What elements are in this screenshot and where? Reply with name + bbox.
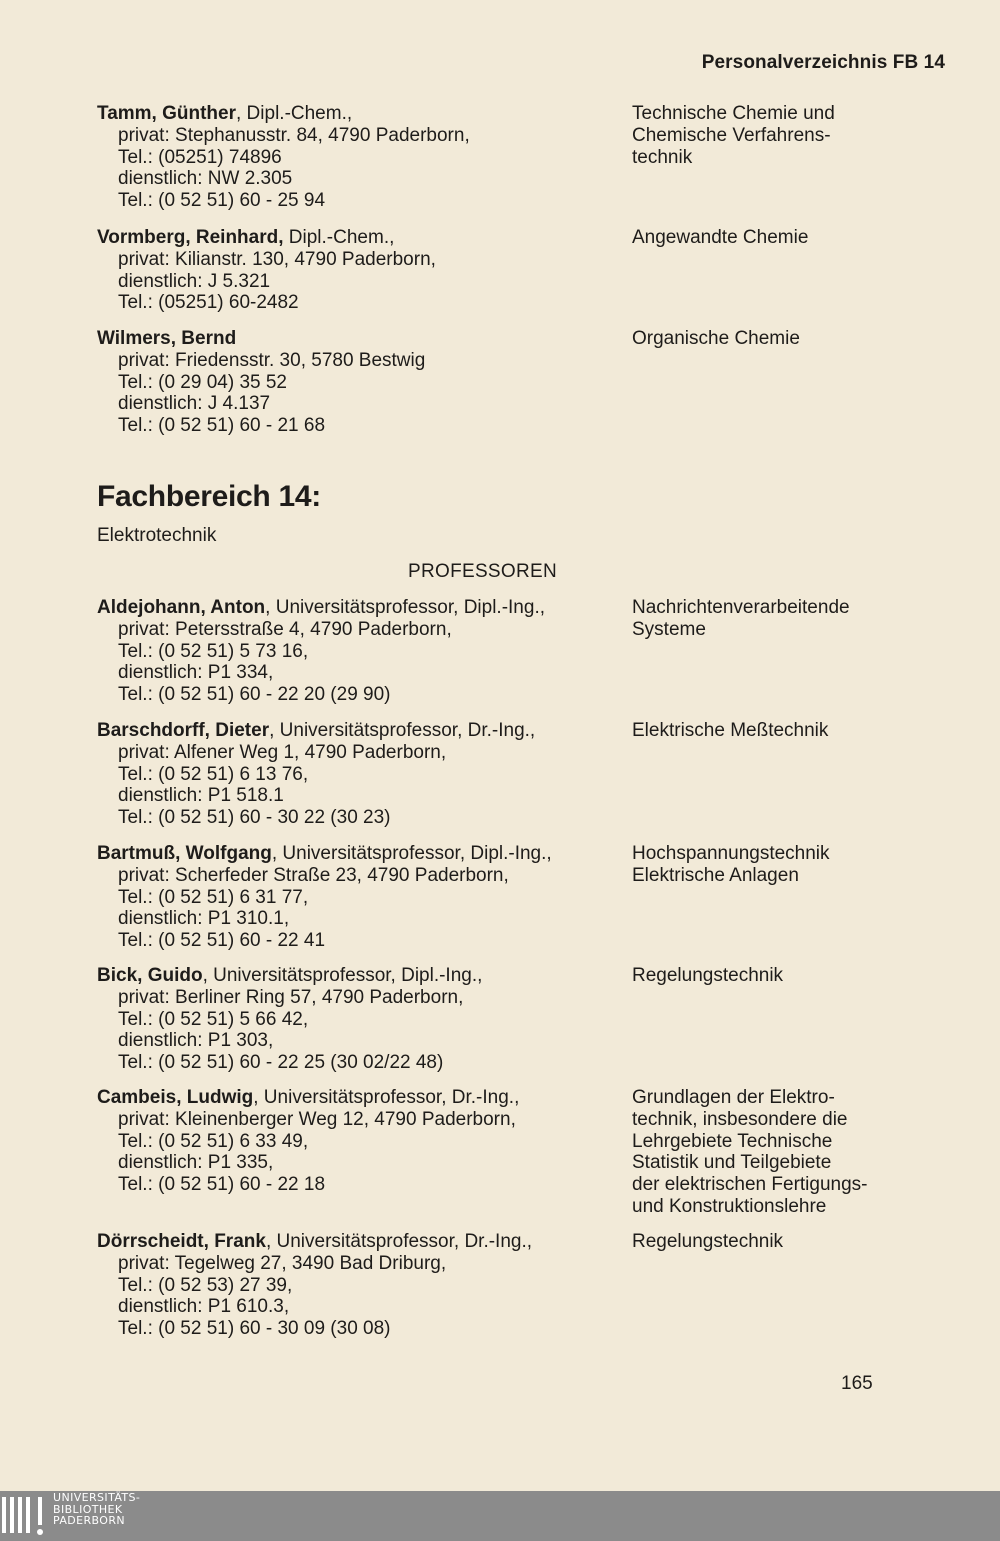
contact-line: privat: Tegelweg 27, 3490 Bad Driburg,	[118, 1252, 447, 1274]
library-name	[53, 1492, 140, 1527]
contact-line: dienstlich: NW 2.305	[118, 168, 293, 190]
person-title: , Universitätsprofessor, Dipl.-Ing.,	[271, 843, 552, 864]
person-title: , Universitätsprofessor, Dr.-Ing.,	[265, 1231, 533, 1252]
library-name-line: UNIVERSITÄTS-	[53, 1491, 141, 1504]
contact-line: Tel.: (0 52 51) 6 13 76,	[118, 763, 309, 785]
contact-line: Tel.: (0 52 51) 60 - 22 20 (29 90)	[118, 684, 391, 706]
field-line: und Konstruktionslehre	[632, 1195, 827, 1217]
field-line: Statistik und Teilgebiete	[632, 1152, 832, 1174]
person-title: , Universitätsprofessor, Dipl.-Ing.,	[265, 597, 545, 618]
contact-line: Tel.: (0 52 51) 60 - 30 09 (30 08)	[118, 1318, 391, 1340]
person-name: Barschdorff, Dieter	[97, 720, 270, 741]
field-line: Technische Chemie und	[632, 103, 835, 124]
contact-line: privat: Berliner Ring 57, 4790 Paderborn,	[118, 986, 464, 1008]
field-line: Organische Chemie	[632, 328, 800, 349]
contact-line: privat: Friedensstr. 30, 5780 Bestwig	[118, 349, 426, 371]
field-line: Nachrichtenverarbeitende	[632, 597, 850, 618]
field-line: Systeme	[632, 618, 706, 640]
contact-line: Tel.: (05251) 60-2482	[118, 292, 299, 314]
contact-line: dienstlich: P1 310.1,	[118, 908, 290, 930]
field-line: Angewandte Chemie	[632, 227, 809, 248]
field-line: der elektrischen Fertigungs-	[632, 1174, 868, 1196]
field-line: technik	[632, 146, 693, 168]
contact-line: Tel.: (0 52 51) 60 - 22 18	[118, 1174, 326, 1196]
person-name: Bick, Guido	[97, 965, 203, 986]
field-line: Regelungstechnik	[632, 965, 784, 986]
person-name: Aldejohann, Anton	[97, 597, 266, 618]
person-name: Bartmuß, Wolfgang	[97, 843, 272, 864]
contact-line: privat: Alfener Weg 1, 4790 Paderborn,	[118, 741, 447, 763]
contact-line: Tel.: (0 52 51) 60 - 21 68	[118, 415, 326, 437]
contact-line: privat: Kleinenberger Weg 12, 4790 Paderborn,	[118, 1108, 516, 1130]
contact-line: Tel.: (0 52 51) 60 - 22 41	[118, 930, 326, 952]
person-name: Wilmers, Bernd	[97, 328, 237, 349]
field-line: Hochspannungstechnik	[632, 843, 830, 864]
contact-line: dienstlich: P1 518.1	[118, 785, 284, 807]
contact-line: Tel.: (0 52 51) 60 - 22 25 (30 02/22 48)	[118, 1052, 444, 1074]
logo-dot-icon	[37, 1529, 43, 1535]
person-title: , Universitätsprofessor, Dipl.-Ing.,	[202, 965, 483, 986]
contact-line: dienstlich: P1 610.3,	[118, 1296, 290, 1318]
contact-line: dienstlich: J 5.321	[118, 270, 271, 292]
contact-line: Tel.: (0 52 51) 5 66 42,	[118, 1008, 309, 1030]
field-line: Elektrische Anlagen	[632, 864, 799, 886]
page-number: 165	[841, 1373, 873, 1394]
contact-line: dienstlich: P1 303,	[118, 1030, 274, 1052]
person-name: Tamm, Günther	[97, 103, 236, 124]
library-footer-bar	[0, 1491, 1000, 1541]
contact-line: Tel.: (0 52 51) 5 73 16,	[118, 640, 309, 662]
contact-line: Tel.: (0 52 51) 6 33 49,	[118, 1130, 309, 1152]
contact-line: Tel.: (0 52 53) 27 39,	[118, 1274, 293, 1296]
person-title: , Universitätsprofessor, Dr.-Ing.,	[253, 1087, 520, 1108]
field-line: technik, insbesondere die	[632, 1108, 848, 1130]
library-name-line: BIBLIOTHEK	[53, 1502, 123, 1516]
contact-line: Tel.: (0 52 51) 60 - 30 22 (30 23)	[118, 807, 391, 829]
contact-line: privat: Scherfeder Straße 23, 4790 Paderborn,	[118, 864, 509, 886]
library-name-line: PADERBORN	[53, 1514, 126, 1527]
contact-line: dienstlich: P1 334,	[118, 662, 274, 684]
field-line: Grundlagen der Elektro-	[632, 1087, 835, 1108]
person-title: , Dipl.-Chem.,	[236, 103, 353, 124]
contact-line: Tel.: (05251) 74896	[118, 146, 282, 168]
field-line: Elektrische Meßtechnik	[632, 720, 829, 741]
contact-line: Tel.: (0 29 04) 35 52	[118, 371, 287, 393]
contact-line: Tel.: (0 52 51) 6 31 77,	[118, 886, 309, 908]
contact-line: privat: Petersstraße 4, 4790 Paderborn,	[118, 618, 452, 640]
running-header: Personalverzeichnis FB 14	[701, 52, 945, 73]
section-subtitle: Elektrotechnik	[97, 525, 217, 546]
contact-line: privat: Kilianstr. 130, 4790 Paderborn,	[118, 248, 436, 270]
contact-line: privat: Stephanusstr. 84, 4790 Paderborn,	[118, 124, 470, 146]
person-name: Vormberg, Reinhard,	[97, 227, 284, 248]
contact-line: dienstlich: P1 335,	[118, 1152, 274, 1174]
group-heading: PROFESSOREN	[408, 561, 557, 582]
person-title: Dipl.-Chem.,	[283, 227, 395, 248]
section-title: Fachbereich 14:	[97, 480, 321, 513]
field-line: Lehrgebiete Technische	[632, 1130, 833, 1152]
contact-line: dienstlich: J 4.137	[118, 393, 271, 415]
person-name: Cambeis, Ludwig	[97, 1087, 254, 1108]
field-line: Chemische Verfahrens-	[632, 124, 831, 146]
person-name: Dörrscheidt, Frank	[97, 1231, 266, 1252]
person-title: , Universitätsprofessor, Dr.-Ing.,	[269, 720, 536, 741]
field-line: Regelungstechnik	[632, 1231, 784, 1252]
contact-line: Tel.: (0 52 51) 60 - 25 94	[118, 190, 326, 212]
